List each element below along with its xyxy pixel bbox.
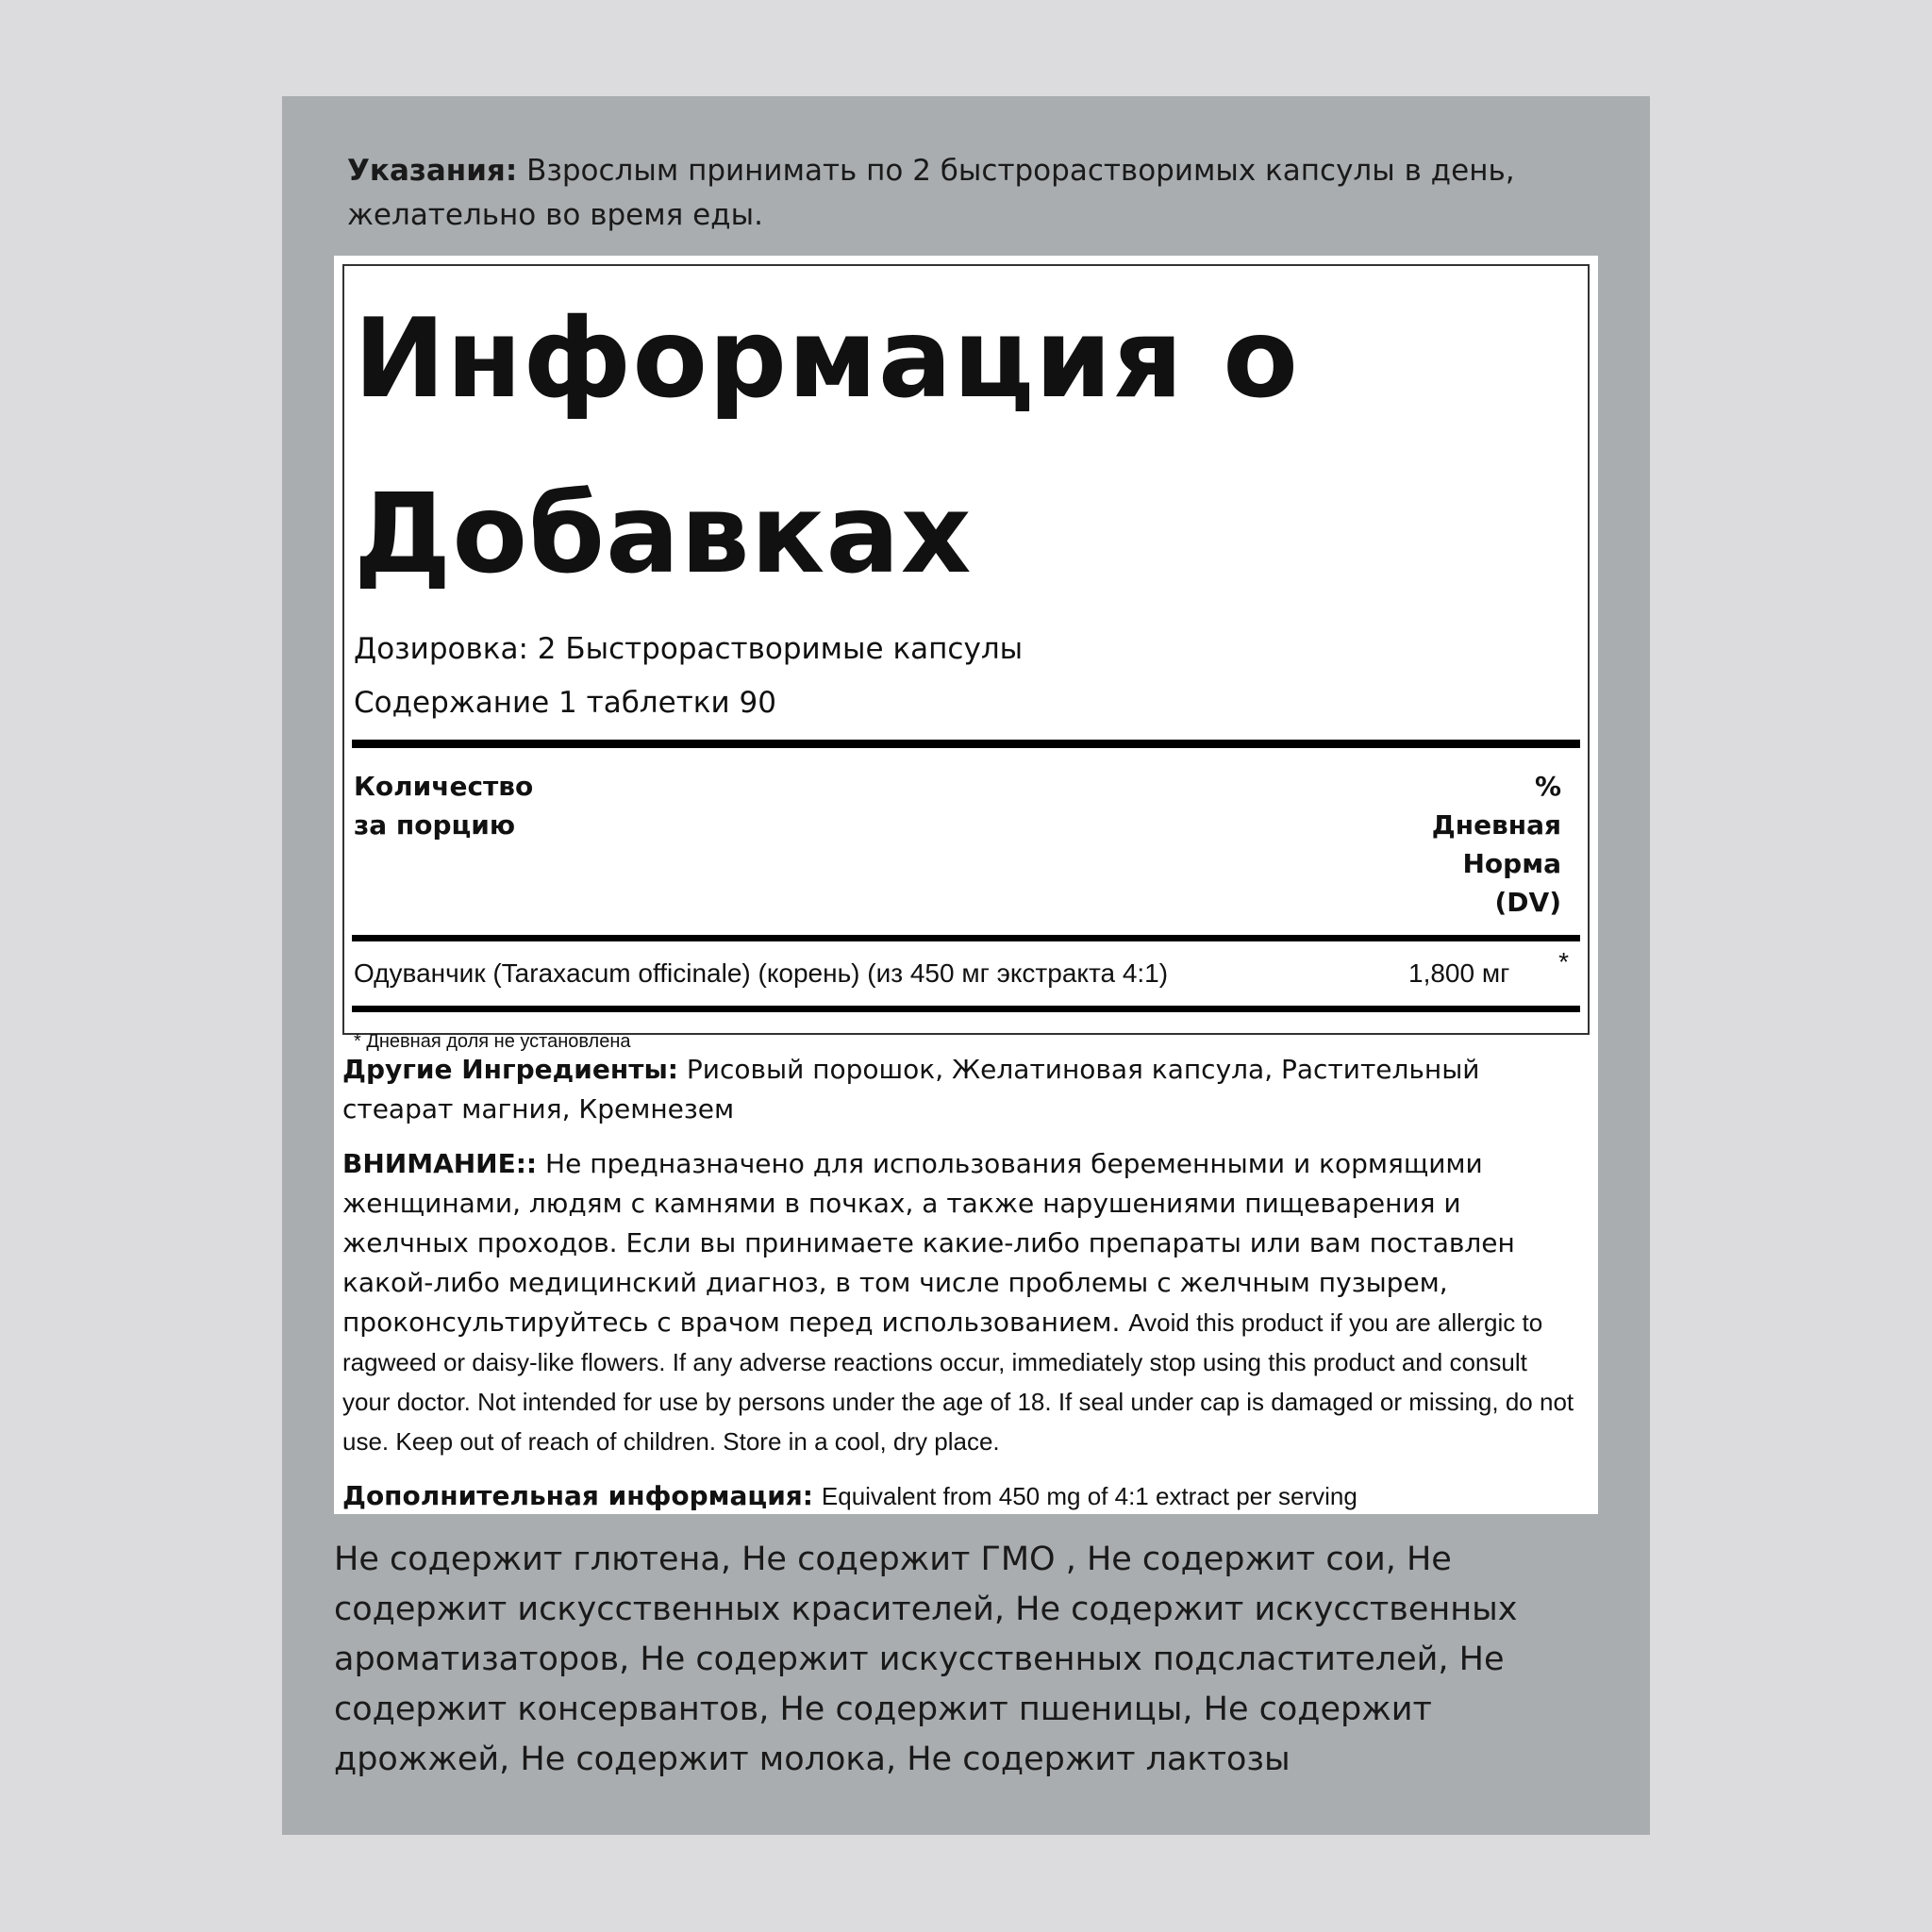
warning [342,1144,1578,1461]
directions-label: Указания: [347,154,518,188]
facts-title: Информация о Добавках [354,295,1299,598]
other-ingredients [342,1050,1578,1129]
other-label: Другие Ингредиенты: [342,1054,678,1085]
additional-text: Equivalent from 450 mg of 4:1 extract per serving [821,1482,1357,1510]
divider [352,1006,1580,1012]
supplement-facts [342,264,1590,1052]
servings-per-container: Содержание 1 таблетки 90 [354,686,776,720]
footnote: * Дневная доля не установлена [354,1031,631,1052]
facts-header [354,748,1578,935]
directions-text: Взрослым принимать по 2 быстрорастворимых капсулы в день, желательно во время еды. [347,154,1515,232]
warning-text-en: Avoid this product if you are allergic to ragweed or daisy-like flowers. If any adverse reactions occur, immediately stop using this product and consult your doctor. Not intended for use by persons under the age of 18. If seal under cap is damaged or missing, do not use. Keep out of reach of children. Store in a cool, dry place. [342,1308,1574,1456]
divider [352,935,1580,941]
warning-label: ВНИМАНИЕ:: [342,1148,538,1179]
table-row [354,941,1578,1006]
directions [347,149,1574,238]
ingredient-amount: 1,800 мг [1408,958,1510,988]
divider [352,740,1580,748]
other-text: Рисовый порошок, Желатиновая капсула, Растительный стеарат магния, Кремнезем [342,1054,1480,1124]
ingredient-dv: * [1558,947,1569,976]
serving-size: Дозировка: 2 Быстрорастворимые капсулы [354,632,1024,666]
header-dv: % Дневная Норма (DV) [1431,771,1561,918]
extra-info [342,1050,1578,1531]
ingredient-name: Одуванчик (Taraxacum officinale) (корень) (из 450 мг экстракта 4:1) [354,958,1169,988]
additional-info [342,1476,1578,1516]
warning-text-ru: Не предназначено для использования беременными и кормящими женщинами, людям с камнями в почках, а также нарушениями пищеварения и желчных проходов. Если вы принимаете какие-либо препараты или вам поставлен какой-либо медицинский диагноз, в том числе проблемы с желчным пузырем, проконсультируйтесь с врачом перед использованием. [342,1148,1515,1338]
header-amount: Количество за порцию [354,771,534,841]
free-from-list: Не содержит глютена, Не содержит ГМО , Не содержит сои, Не содержит искусственных красителей, Не содержит искусственных ароматизаторов, Не содержит искусственных подсластителей, Не содержит консервантов, Не содержит пшеницы, Не содержит дрожжей, Не содержит молока, Не содержит лактозы [334,1541,1518,1778]
additional-label: Дополнительная информация: [342,1480,813,1511]
